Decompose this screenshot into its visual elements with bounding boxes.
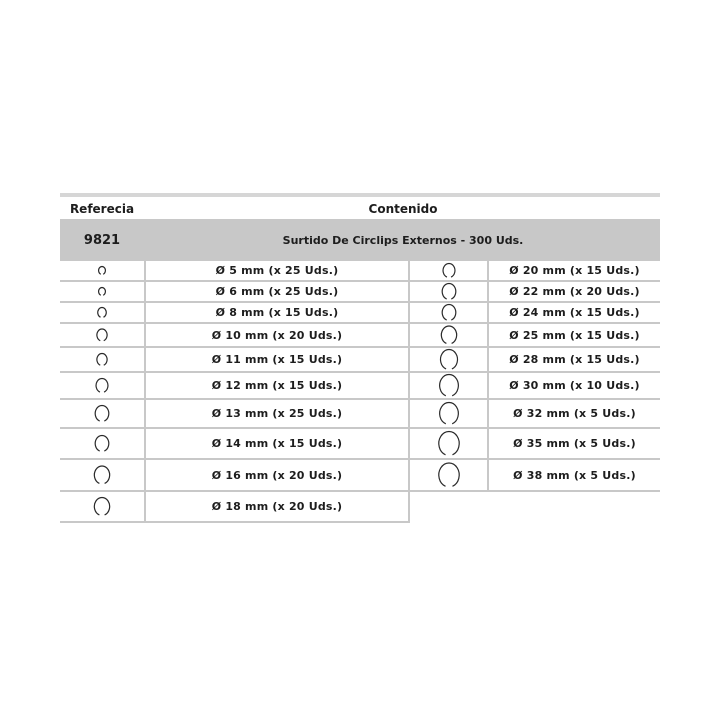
left-icon-cell xyxy=(60,261,144,280)
grid-line xyxy=(60,280,660,282)
circlip-icon xyxy=(434,429,464,458)
right-icon-cell xyxy=(410,460,487,490)
right-size-label: Ø 24 mm (x 15 Uds.) xyxy=(489,303,660,322)
left-size-label: Ø 11 mm (x 15 Uds.) xyxy=(146,348,408,371)
left-size-label: Ø 12 mm (x 15 Uds.) xyxy=(146,373,408,398)
grid-line xyxy=(487,261,489,490)
circlip-icon xyxy=(434,373,464,398)
right-size-label: Ø 25 mm (x 15 Uds.) xyxy=(489,324,660,346)
left-icon-cell xyxy=(60,400,144,427)
left-size-label: Ø 5 mm (x 25 Uds.) xyxy=(146,261,408,280)
left-size-label: Ø 8 mm (x 15 Uds.) xyxy=(146,303,408,322)
circlip-icon xyxy=(434,460,464,490)
header-referencia: Referecia xyxy=(60,199,144,219)
header-contenido: Contenido xyxy=(146,199,660,219)
left-icon-cell xyxy=(60,460,144,490)
grid-line xyxy=(60,521,408,523)
circlip-icon xyxy=(434,261,464,280)
circlip-icon xyxy=(89,261,115,280)
right-icon-cell xyxy=(410,324,487,346)
circlip-icon xyxy=(434,282,464,301)
right-icon-cell xyxy=(410,400,487,427)
right-size-label: Ø 28 mm (x 15 Uds.) xyxy=(489,348,660,371)
grid-line xyxy=(60,301,660,303)
grid-line xyxy=(60,371,660,373)
right-icon-cell xyxy=(410,348,487,371)
grid-line xyxy=(60,259,660,261)
right-size-label: Ø 35 mm (x 5 Uds.) xyxy=(489,429,660,458)
left-size-label: Ø 14 mm (x 15 Uds.) xyxy=(146,429,408,458)
circlip-icon xyxy=(89,348,115,371)
left-icon-cell xyxy=(60,303,144,322)
grid-line xyxy=(60,398,660,400)
top-band xyxy=(60,193,660,197)
grid-line xyxy=(60,346,660,348)
circlip-assortment-table xyxy=(60,193,660,527)
circlip-icon xyxy=(89,373,115,398)
left-size-label: Ø 6 mm (x 25 Uds.) xyxy=(146,282,408,301)
right-size-label: Ø 20 mm (x 15 Uds.) xyxy=(489,261,660,280)
circlip-icon xyxy=(434,348,464,371)
grid-line xyxy=(410,490,660,492)
right-size-label: Ø 30 mm (x 10 Uds.) xyxy=(489,373,660,398)
circlip-icon xyxy=(89,429,115,458)
circlip-icon xyxy=(434,303,464,322)
circlip-icon xyxy=(434,400,464,427)
left-icon-cell xyxy=(60,492,144,521)
left-size-label: Ø 16 mm (x 20 Uds.) xyxy=(146,460,408,490)
left-size-label: Ø 13 mm (x 25 Uds.) xyxy=(146,400,408,427)
circlip-icon xyxy=(89,400,115,427)
left-size-label: Ø 18 mm (x 20 Uds.) xyxy=(146,492,408,521)
circlip-icon xyxy=(89,282,115,301)
left-icon-cell xyxy=(60,429,144,458)
grid-line xyxy=(60,219,660,221)
right-icon-cell xyxy=(410,373,487,398)
grid-line xyxy=(60,458,660,460)
circlip-icon xyxy=(89,460,115,490)
right-icon-cell xyxy=(410,261,487,280)
circlip-icon xyxy=(89,324,115,346)
grid-line xyxy=(60,322,660,324)
left-icon-cell xyxy=(60,348,144,371)
right-icon-cell xyxy=(410,429,487,458)
left-size-label: Ø 10 mm (x 20 Uds.) xyxy=(146,324,408,346)
right-icon-cell xyxy=(410,303,487,322)
grid-line xyxy=(60,427,660,429)
circlip-icon xyxy=(89,492,115,521)
circlip-icon xyxy=(89,303,115,322)
right-size-label: Ø 22 mm (x 20 Uds.) xyxy=(489,282,660,301)
grid-line xyxy=(60,490,408,492)
circlip-icon xyxy=(434,324,464,346)
left-icon-cell xyxy=(60,373,144,398)
right-size-label: Ø 32 mm (x 5 Uds.) xyxy=(489,400,660,427)
kit-code: 9821 xyxy=(60,221,144,259)
right-size-label: Ø 38 mm (x 5 Uds.) xyxy=(489,460,660,490)
right-icon-cell xyxy=(410,282,487,301)
left-icon-cell xyxy=(60,282,144,301)
left-icon-cell xyxy=(60,324,144,346)
kit-description: Surtido De Circlips Externos - 300 Uds. xyxy=(146,221,660,259)
